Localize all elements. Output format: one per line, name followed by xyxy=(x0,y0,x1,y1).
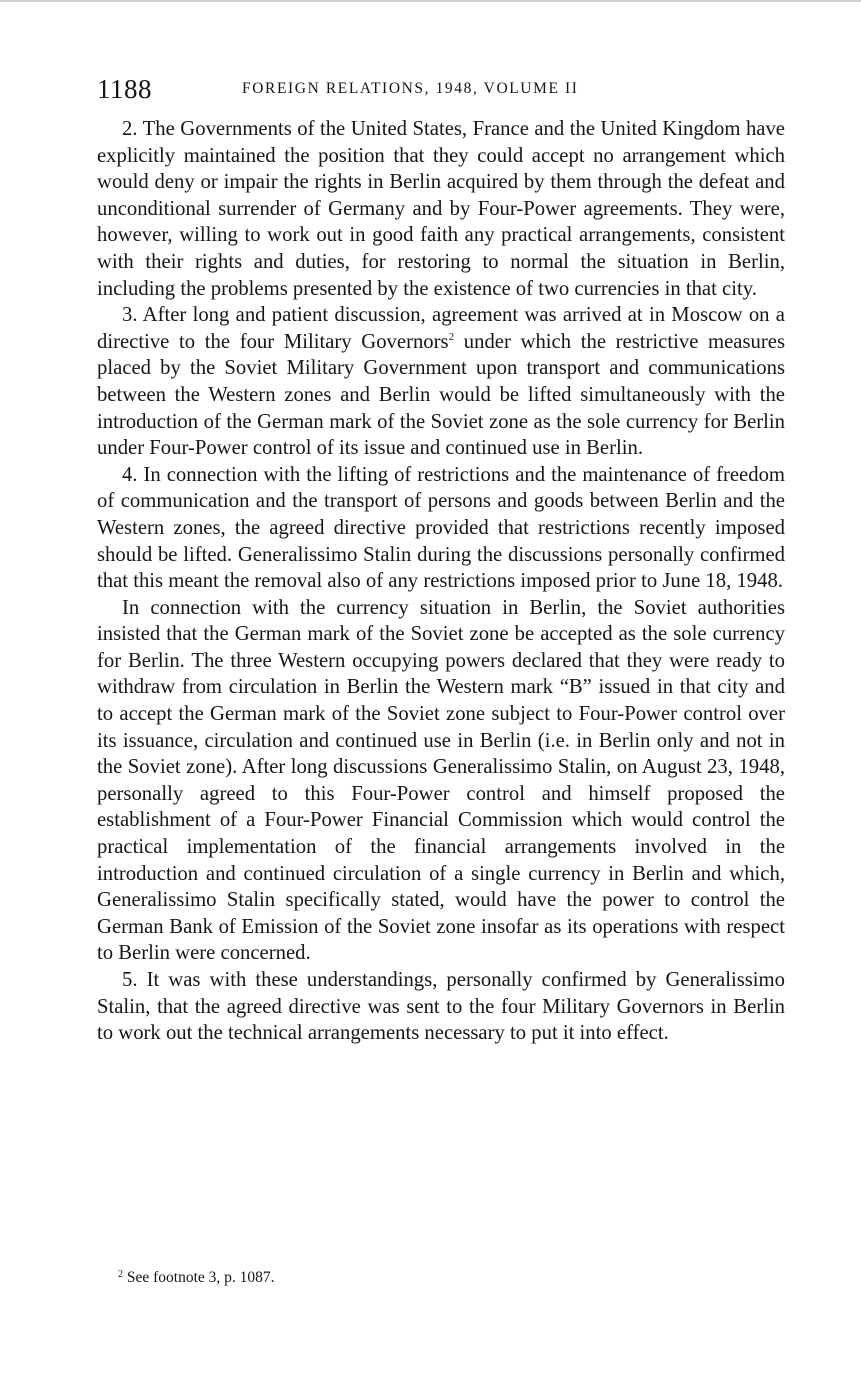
footnote-marker: 2 xyxy=(118,1269,123,1280)
paragraph-3-text-continued: under which the restrictive measures placed by the Soviet Military Government upon transport and communications between the Western zones and Berlin would be lifted simultaneously with the introduction of the German mark of the Soviet zone as the sole currency for Berlin under Four-Power control of its issue and continued use in Berlin. xyxy=(97,330,785,460)
page-number: 1188 xyxy=(97,74,152,104)
body-text xyxy=(97,116,785,1047)
footnote-reference: 2 xyxy=(448,330,455,343)
paragraph-3-text: 3. After long and patient discussion, agreement was arrived at in Moscow on a directive to the four Military Governors xyxy=(97,304,785,353)
paragraph-5: 5. It was with these understandings, personally confirmed by Generalissimo Stalin, that the agreed directive was sent to the four Military Governors in Berlin to work out the technical arrangements necessary to put it into effect. xyxy=(97,969,785,1045)
scan-edge-rule xyxy=(0,0,861,2)
running-head: FOREIGN RELATIONS, 1948, VOLUME II xyxy=(242,80,579,97)
footnote xyxy=(118,1268,275,1288)
footnote-text: See footnote 3, p. 1087. xyxy=(123,1269,275,1286)
paragraph-4: 4. In connection with the lifting of restrictions and the maintenance of freedom of communication and the transport of persons and goods between Berlin and the Western zones, the agreed directive provided that restrictions recently imposed should be lifted. Generalissimo Stalin during the discussions personally confirmed that this meant the removal also of any restrictions imposed prior to June 18, 1948. xyxy=(97,463,785,593)
paragraph-currency: In connection with the currency situation in Berlin, the Soviet authorities insisted that the German mark of the Soviet zone be accepted as the sole currency for Berlin. The three Western occupying powers declared that they were ready to withdraw from circulation in Berlin the Western mark “B” issued in that city and to accept the German mark of the Soviet zone subject to Four-Power control over its issuance, circulation and continued use in Berlin (i.e. in Berlin only and not in the Soviet zone). After long discussions Generalissimo Stalin, on August 23, 1948, personally agreed to this Four-Power control and himself proposed the establishment of a Four-Power Financial Commission which would control the practical implementation of the financial arrangements involved in the introduction and continued circulation of a single currency in Berlin and which, Generalissimo Stalin specifically stated, would have the power to control the German Bank of Emission of the Soviet zone insofar as its operations with respect to Berlin were concerned. xyxy=(97,596,785,965)
paragraph-2: 2. The Governments of the United States, France and the United Kingdom have explicitly maintained the position that they could accept no arrangement which would deny or impair the rights in Berlin acquired by them through the defeat and unconditional surrender of Germany and by Four-Power agreements. They were, however, willing to work out in good faith any practical arrangements, consistent with their rights and duties, for restoring to normal the situation in Berlin, including the problems presented by the existence of two currencies in that city. xyxy=(97,118,785,300)
page-header xyxy=(97,72,787,106)
paragraph-3 xyxy=(97,302,785,462)
